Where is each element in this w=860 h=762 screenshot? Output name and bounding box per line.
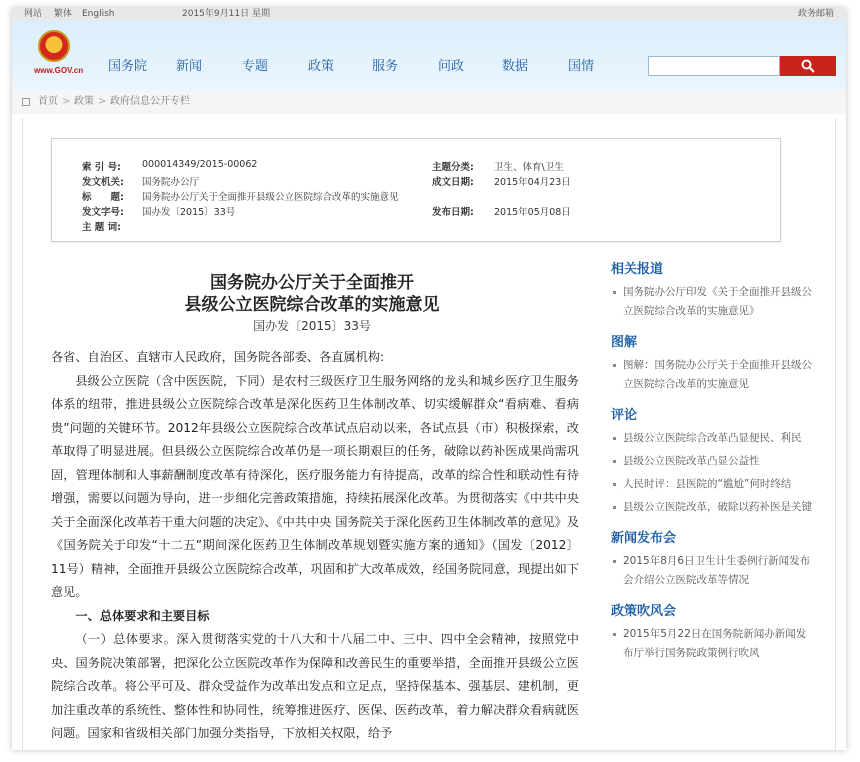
meta-date-label: 成文日期: xyxy=(432,177,474,188)
meta-docno-value: 国办发〔2015〕33号 xyxy=(142,207,236,218)
breadcrumb-separator: > xyxy=(98,96,107,107)
meta-date-value: 2015年04月23日 xyxy=(494,177,571,188)
article-salutation: 各省、自治区、直辖市人民政府，国务院各部委、各直属机构: xyxy=(51,350,385,364)
nav-item-national-info[interactable]: 国情 xyxy=(568,59,595,74)
meta-pub-value: 2015年05月08日 xyxy=(494,207,571,218)
nav-item-inquiry[interactable]: 问政 xyxy=(438,59,465,74)
meta-issuer-value: 国务院办公厅 xyxy=(142,177,200,188)
sidebar-heading[interactable]: 相关报道 xyxy=(611,262,664,277)
utility-link-traditional[interactable]: 繁体 xyxy=(54,9,73,19)
meta-issuer-label: 发文机关: xyxy=(82,177,124,188)
article-paragraph: （一）总体要求。深入贯彻落实党的十八大和十八届二中、三中、四中全会精神，按照党中央、国务院决策部署，把深化公立医院改革作为保障和改善民生的重要举措，全面推开县级公立医院综合改革。将公平可及、群众受益作为改革出发点和立足点，坚持保基本、强基层、建机制，更加注重改革的系统性、整体性和协同性，统筹推进医疗、医保、医药改革，着力解决群众看病就医问题。国家和省级相关部门加强分类指导，下放相关权限，给予 xyxy=(51,632,579,740)
article-title-line2: 县级公立医院综合改革的实施意见 xyxy=(184,295,440,315)
sidebar-link[interactable]: 2015年5月22日在国务院新闻办新闻发布厅举行国务院政策例行吹风 xyxy=(611,625,813,663)
utility-link-english[interactable]: English xyxy=(82,9,115,19)
breadcrumb-home[interactable]: 首页 xyxy=(38,96,58,107)
national-emblem-icon[interactable] xyxy=(38,30,70,62)
nav-item-data[interactable]: 数据 xyxy=(502,59,529,74)
sidebar-comments xyxy=(611,404,813,517)
sidebar-link[interactable]: 2015年8月6日卫生计生委例行新闻发布会介绍公立医院改革等情况 xyxy=(611,552,813,590)
nav-item-state-council[interactable]: 国务院 xyxy=(108,59,148,74)
sidebar-heading[interactable]: 评论 xyxy=(611,408,638,423)
home-icon xyxy=(22,98,30,106)
search-icon xyxy=(801,59,815,73)
main-content xyxy=(22,118,836,750)
sidebar-link[interactable]: 县级公立医院改革凸显公益性 xyxy=(611,452,813,471)
sidebar-link[interactable]: 人民时评：县医院的“尴尬”何时终结 xyxy=(611,475,813,494)
nav-item-policy[interactable]: 政策 xyxy=(308,59,335,74)
sidebar-link[interactable]: 国务院办公厅印发《关于全面推开县级公立医院综合改革的实施意见》 xyxy=(611,283,813,321)
breadcrumb-policy[interactable]: 政策 xyxy=(74,96,94,107)
nav-item-services[interactable]: 服务 xyxy=(372,59,399,74)
site-header xyxy=(12,20,846,90)
meta-title-label: 标 题: xyxy=(82,192,124,203)
meta-title-value: 国务院办公厅关于全面推开县级公立医院综合改革的实施意见 xyxy=(142,192,399,203)
search-button[interactable] xyxy=(780,56,836,76)
meta-category-label: 主题分类: xyxy=(432,162,474,173)
sidebar-press-conference xyxy=(611,527,813,590)
meta-keywords-label: 主 题 词: xyxy=(82,222,121,233)
article-title xyxy=(51,272,573,316)
related-sidebar xyxy=(611,258,813,673)
sidebar-link[interactable]: 县级公立医院综合改革凸显便民、利民 xyxy=(611,429,813,448)
meta-index-label: 索 引 号: xyxy=(82,162,121,173)
meta-pub-label: 发布日期: xyxy=(432,207,474,218)
nav-item-news[interactable]: 新闻 xyxy=(176,59,203,74)
sidebar-policy-briefing xyxy=(611,600,813,663)
article-section-heading: 一、总体要求和主要目标 xyxy=(75,608,210,623)
site-logo-text[interactable]: www.GOV.cn xyxy=(34,66,84,75)
breadcrumb-separator: > xyxy=(62,96,71,107)
breadcrumb xyxy=(12,90,846,114)
utility-date: 2015年9月11日 星期 xyxy=(182,9,270,19)
utility-link-website[interactable]: 网站 xyxy=(24,9,43,19)
sidebar-link[interactable]: 图解：国务院办公厅关于全面推开县级公立医院综合改革的实施意见 xyxy=(611,356,813,394)
meta-docno-label: 发文字号: xyxy=(82,207,124,218)
article-docno: 国办发〔2015〕33号 xyxy=(253,319,371,333)
sidebar-related-reports xyxy=(611,258,813,321)
article-paragraph: 县级公立医院（含中医医院，下同）是农村三级医疗卫生服务网络的龙头和城乡医疗卫生服务体系的纽带，推进县级公立医院综合改革是深化医药卫生体制改革、切实缓解群众“看病难、看病贵”问题的关键环节。2012年县级公立医院综合改革试点启动以来，各试点县（市）积极探索，改革取得了明显进展。但县级公立医院综合改革仍是一项长期艰巨的任务，破除以药补医成果尚需巩固，管理体制和人事薪酬制度改革有待深化，医疗服务能力有待提高，改革的综合性和联动性有待增强，需要以问题为导向，进一步细化完善政策措施，持续拓展深化改革。为贯彻落实《中共中央关于全面深化改革若干重大问题的决定》、《中共中央 国务院关于深化医药卫生体制改革的意见》及《国务院关于印发“十二五”期间深化医药卫生体制改革规划暨实施方案的通知》（国发〔2012〕11号）精神，全面推开县级公立医院综合改革，巩固和扩大改革成效，经国务院同意，现提出如下意见。 xyxy=(51,373,579,599)
meta-index-value: 000014349/2015-00062 xyxy=(142,159,258,170)
document-metadata xyxy=(51,138,781,242)
search-input[interactable] xyxy=(648,56,780,76)
sidebar-heading[interactable]: 政策吹风会 xyxy=(611,604,677,619)
meta-category-value: 卫生、体育\卫生 xyxy=(494,162,564,173)
article-body xyxy=(51,346,579,746)
utility-bar xyxy=(12,8,846,20)
sidebar-heading[interactable]: 新闻发布会 xyxy=(611,531,677,546)
utility-link-mailbox[interactable]: 政务邮箱 xyxy=(798,9,835,19)
sidebar-link[interactable]: 县级公立医院改革，破除以药补医是关键 xyxy=(611,498,813,517)
article-title-line1: 国务院办公厅关于全面推开 xyxy=(210,273,414,293)
breadcrumb-info-disclosure[interactable]: 政府信息公开专栏 xyxy=(110,96,190,107)
sidebar-infographic xyxy=(611,331,813,394)
nav-item-topics[interactable]: 专题 xyxy=(242,59,269,74)
page-frame xyxy=(12,8,846,750)
sidebar-heading[interactable]: 图解 xyxy=(611,335,638,350)
